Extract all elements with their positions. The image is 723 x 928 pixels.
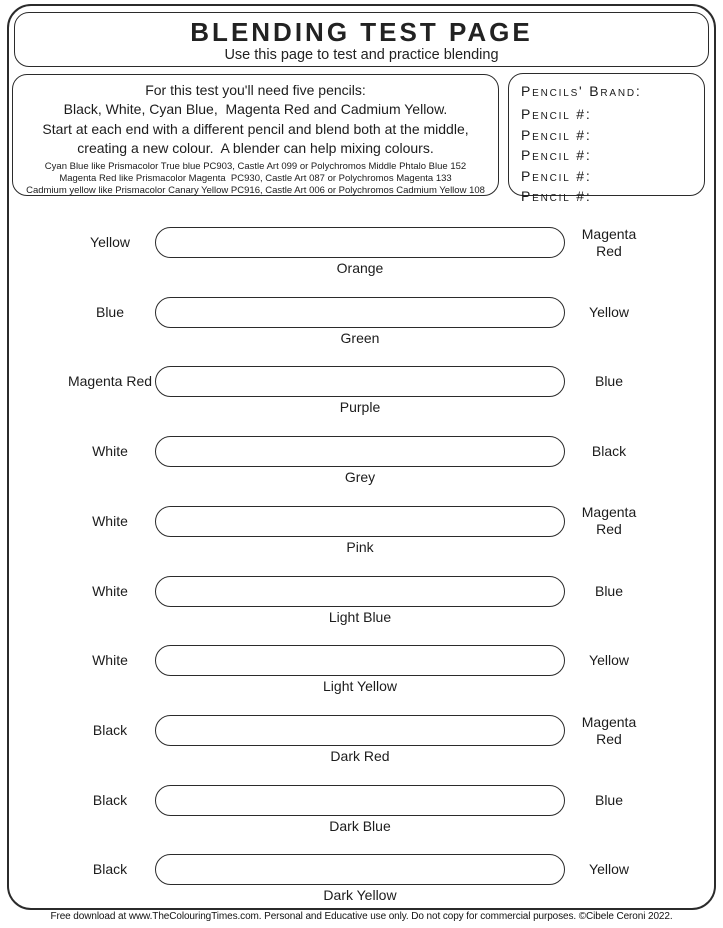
pencil-number-label: Pencil #: (521, 147, 592, 164)
pencil-recommendation-line: Cyan Blue like Prismacolor True blue PC903, Castle Art 099 or Polychromos Middle Phtalo Blue 152 (44, 161, 467, 173)
pencil-recommendation-line: Magenta Red like Prismacolor Magenta PC930, Castle Art 087 or Polychromos Magenta 133 (59, 172, 452, 184)
left-pencil-label: Black (92, 861, 128, 878)
left-pencil-label: Yellow (90, 234, 130, 250)
blending-area (155, 366, 565, 397)
right-pencil-label: Blue (594, 582, 624, 599)
pencil-number-label: Pencil #: (521, 167, 592, 184)
pencil-number-label: Pencil #: (521, 106, 592, 122)
pencil-recommendations (13, 161, 498, 196)
left-pencil-label: Blue (95, 303, 125, 320)
result-colour-label: Dark Red (330, 748, 390, 765)
result-colour-label: Orange (336, 260, 384, 276)
blend-rows (0, 210, 723, 907)
result-colour-label: Pink (346, 538, 374, 555)
blend-row (0, 698, 723, 768)
footer-text: Free download at www.TheColouringTimes.com. Personal and Educative use only. Do not copy for commercial purposes. ©Cibele Ceroni 2022. (50, 911, 673, 922)
left-pencil-label: White (92, 443, 128, 460)
instruction-line: Black, White, Cyan Blue, Magenta Red and Cadmium Yellow. (63, 101, 448, 118)
blending-area (155, 715, 565, 746)
result-colour-label: Grey (344, 469, 376, 486)
right-pencil-label: Blue (594, 791, 624, 808)
left-pencil-label: White (92, 652, 128, 669)
blending-area (155, 854, 565, 885)
instruction-line: For this test you'll need five pencils: (145, 82, 366, 98)
pencil-number-list (521, 106, 704, 204)
page-title: BLENDING TEST PAGE (190, 17, 533, 47)
blend-row (0, 280, 723, 350)
pencil-number-label: Pencil #: (521, 126, 592, 143)
left-pencil-label: White (92, 512, 128, 529)
right-pencil-label: Magenta Red (581, 504, 637, 538)
blending-area (155, 506, 565, 537)
title-box (14, 12, 709, 67)
blending-area (155, 297, 565, 328)
pencils-brand-box (508, 73, 705, 205)
left-pencil-label: Black (92, 722, 128, 739)
result-colour-label: Purple (339, 399, 381, 416)
blending-area (155, 785, 565, 816)
instructions-box (12, 74, 499, 196)
blend-row (0, 210, 723, 280)
result-colour-label: Dark Blue (329, 817, 391, 834)
left-pencil-label: Black (92, 791, 128, 808)
left-pencil-label: White (92, 582, 128, 599)
instruction-line: Start at each end with a different pencil and blend both at the middle, (42, 120, 469, 137)
instructions-text (13, 81, 498, 158)
right-pencil-label: Yellow (589, 303, 629, 320)
pencils-brand-header: Pencils' Brand: (521, 83, 642, 99)
page-subtitle: Use this page to test and practice blending (224, 47, 499, 63)
blend-row (0, 628, 723, 698)
right-pencil-label: Magenta Red (581, 713, 637, 747)
right-pencil-label: Magenta Red (581, 225, 637, 259)
blending-area (155, 436, 565, 467)
result-colour-label: Dark Yellow (323, 887, 397, 904)
right-pencil-label: Yellow (589, 652, 629, 669)
right-pencil-label: Black (591, 443, 627, 460)
right-pencil-label: Yellow (589, 861, 629, 878)
result-colour-label: Light Blue (328, 608, 392, 625)
blending-area (155, 645, 565, 676)
pencil-recommendation-line: Cadmium yellow like Prismacolor Canary Yellow PC916, Castle Art 006 or Polychromos Cadmium Yellow 108 (26, 184, 485, 196)
blend-row (0, 489, 723, 559)
blending-area (155, 227, 565, 258)
blend-row (0, 559, 723, 629)
result-colour-label: Green (340, 329, 380, 346)
blend-row (0, 837, 723, 907)
blend-row (0, 349, 723, 419)
blending-area (155, 576, 565, 607)
blend-row (0, 768, 723, 838)
instruction-line: creating a new colour. A blender can help mixing colours. (77, 139, 434, 156)
result-colour-label: Light Yellow (323, 678, 397, 695)
pencil-number-label: Pencil #: (521, 188, 592, 205)
right-pencil-label: Blue (594, 373, 624, 390)
left-pencil-label: Magenta Red (67, 373, 153, 390)
blend-row (0, 419, 723, 489)
